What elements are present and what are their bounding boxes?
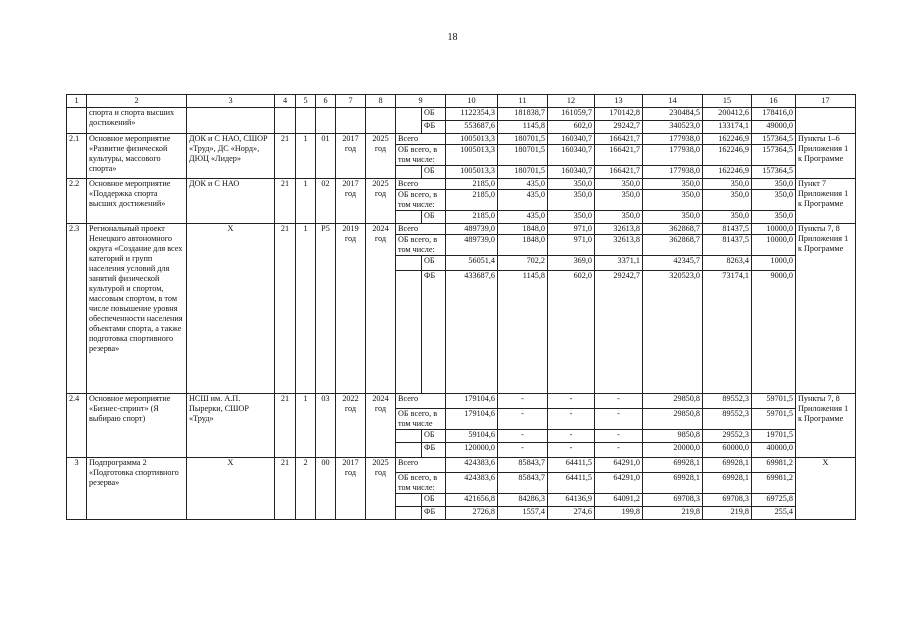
source-cell: ОБ — [422, 211, 446, 224]
value-cell: 157364,5 — [752, 166, 796, 179]
header-cell: 1 — [67, 95, 87, 108]
value-cell: 2185,0 — [446, 211, 498, 224]
value-cell: 553687,6 — [446, 121, 498, 134]
source-cell: ОБ всего, в том числе — [396, 409, 446, 430]
table-row — [67, 224, 856, 235]
value-cell: 177938,0 — [643, 166, 703, 179]
source-cell: Всего — [396, 224, 446, 235]
value-cell: 424383,6 — [446, 473, 498, 494]
value-cell: 160340,7 — [548, 145, 595, 166]
value-cell: - — [595, 409, 643, 430]
value-cell: 85843,7 — [498, 473, 548, 494]
code-cell: Р5 — [316, 224, 336, 394]
row-name: Региональный проект Ненецкого автономного округа «Создание для всех категорий и групп населения условий для занятий физической культурой и спортом, массовым спортом, в том числе повышение уровня обеспеченности населения объектами спорта, а также подготовка спортивного резерва» — [87, 224, 187, 394]
value-cell: - — [595, 443, 643, 458]
value-cell: 69725,8 — [752, 494, 796, 507]
source-cell: ОБ — [422, 166, 446, 179]
value-cell: 166421,7 — [595, 166, 643, 179]
value-cell: 350,0 — [643, 179, 703, 190]
value-cell: 230484,5 — [643, 108, 703, 121]
value-cell: 424383,6 — [446, 458, 498, 473]
code-cell: 03 — [316, 394, 336, 458]
value-cell: 2726,8 — [446, 507, 498, 520]
value-cell: 179104,6 — [446, 409, 498, 430]
value-cell: 162246,9 — [703, 145, 752, 166]
value-cell: 433687,6 — [446, 271, 498, 394]
value-cell: 350,0 — [703, 211, 752, 224]
code-cell: 01 — [316, 134, 336, 179]
value-cell: 84286,3 — [498, 494, 548, 507]
value-cell: 602,0 — [548, 271, 595, 394]
code-cell: 00 — [316, 458, 336, 520]
value-cell: 971,0 — [548, 235, 595, 256]
source-cell: Всего — [396, 394, 446, 409]
row-name: Подпрограмма 2 «Подготовка спортивного резерва» — [87, 458, 187, 520]
value-cell: 1122354,3 — [446, 108, 498, 121]
row-exec — [187, 108, 275, 134]
start-year: 2017 год — [336, 179, 366, 224]
value-cell: 489739,0 — [446, 235, 498, 256]
code-cell: 2 — [296, 458, 316, 520]
table-row — [67, 394, 856, 409]
value-cell: 161059,7 — [548, 108, 595, 121]
row-exec: Х — [187, 224, 275, 394]
value-cell: 219,8 — [703, 507, 752, 520]
value-cell: 435,0 — [498, 190, 548, 211]
row-exec: Х — [187, 458, 275, 520]
value-cell: 255,4 — [752, 507, 796, 520]
value-cell: 1005013,3 — [446, 145, 498, 166]
value-cell: 19701,5 — [752, 430, 796, 443]
value-cell: 32613,8 — [595, 235, 643, 256]
value-cell: 2185,0 — [446, 179, 498, 190]
code-cell: 21 — [275, 458, 296, 520]
value-cell: 81437,5 — [703, 235, 752, 256]
value-cell: 160340,7 — [548, 134, 595, 145]
header-cell: 6 — [316, 95, 336, 108]
table-row — [67, 179, 856, 190]
value-cell: - — [595, 430, 643, 443]
source-cell: ОБ — [422, 494, 446, 507]
value-cell: 350,0 — [548, 211, 595, 224]
value-cell: 69708,3 — [643, 494, 703, 507]
row-name: спорта и спорта высших достижений» — [87, 108, 187, 134]
value-cell: 702,2 — [498, 256, 548, 271]
source-cell: ОБ всего, в том числе: — [396, 190, 446, 211]
value-cell: 350,0 — [643, 211, 703, 224]
value-cell: 73174,1 — [703, 271, 752, 394]
value-cell: 1848,0 — [498, 235, 548, 256]
value-cell: 69928,1 — [643, 458, 703, 473]
note-cell: Х — [796, 458, 856, 520]
value-cell: 64291,0 — [595, 458, 643, 473]
source-cell: ОБ — [422, 108, 446, 121]
start-year: 2017 год — [336, 134, 366, 179]
value-cell: 181838,7 — [498, 108, 548, 121]
value-cell: - — [595, 394, 643, 409]
header-cell: 2 — [87, 95, 187, 108]
value-cell: 42345,7 — [643, 256, 703, 271]
row-id: 2.4 — [67, 394, 87, 458]
value-cell: 180701,5 — [498, 145, 548, 166]
header-cell: 14 — [643, 95, 703, 108]
value-cell: - — [498, 394, 548, 409]
row-id: 2.3 — [67, 224, 87, 394]
value-cell: 320523,0 — [643, 271, 703, 394]
value-cell: 1005013,3 — [446, 166, 498, 179]
value-cell: - — [548, 443, 595, 458]
value-cell: - — [548, 409, 595, 430]
value-cell: 350,0 — [703, 179, 752, 190]
value-cell: 59104,6 — [446, 430, 498, 443]
header-cell: 9 — [396, 95, 446, 108]
value-cell: 200412,6 — [703, 108, 752, 121]
value-cell: 1557,4 — [498, 507, 548, 520]
value-cell: 29850,8 — [643, 409, 703, 430]
value-cell: - — [548, 394, 595, 409]
note-cell: Пункт 7 Приложения 1 к Программе — [796, 179, 856, 224]
source-cell: Всего — [396, 458, 446, 473]
value-cell: 89552,3 — [703, 409, 752, 430]
header-cell: 12 — [548, 95, 595, 108]
value-cell: 350,0 — [595, 179, 643, 190]
value-cell: 60000,0 — [703, 443, 752, 458]
value-cell: 157364,5 — [752, 134, 796, 145]
value-cell: 69928,1 — [703, 458, 752, 473]
source-cell: ОБ всего, в том числе: — [396, 473, 446, 494]
value-cell: 32613,8 — [595, 224, 643, 235]
header-cell: 7 — [336, 95, 366, 108]
code-cell: 21 — [275, 224, 296, 394]
code-cell: 1 — [296, 179, 316, 224]
end-year: 2025 год — [366, 134, 396, 179]
value-cell: - — [498, 430, 548, 443]
table-row — [67, 458, 856, 473]
row-id: 2.1 — [67, 134, 87, 179]
value-cell: 2185,0 — [446, 190, 498, 211]
value-cell: 10000,0 — [752, 235, 796, 256]
row-id: 2.2 — [67, 179, 87, 224]
value-cell: 64291,0 — [595, 473, 643, 494]
value-cell: 64091,2 — [595, 494, 643, 507]
row-name: Основное мероприятие «Развитие физической культуры, массового спорта» — [87, 134, 187, 179]
value-cell: 421656,8 — [446, 494, 498, 507]
value-cell: 350,0 — [752, 190, 796, 211]
code-cell: 1 — [296, 394, 316, 458]
value-cell: 350,0 — [548, 190, 595, 211]
source-cell: ФБ — [422, 271, 446, 394]
value-cell: 362868,7 — [643, 235, 703, 256]
source-cell: Всего — [396, 179, 446, 190]
end-year: 2024 год — [366, 394, 396, 458]
value-cell: 369,0 — [548, 256, 595, 271]
value-cell: 435,0 — [498, 211, 548, 224]
value-cell: 29552,3 — [703, 430, 752, 443]
source-cell: ОБ всего, в том числе: — [396, 235, 446, 256]
budget-table — [66, 94, 856, 520]
value-cell: 64411,5 — [548, 458, 595, 473]
code-cell: 21 — [275, 134, 296, 179]
value-cell: 59701,5 — [752, 409, 796, 430]
value-cell: 177938,0 — [643, 134, 703, 145]
value-cell: 166421,7 — [595, 134, 643, 145]
value-cell: 1848,0 — [498, 224, 548, 235]
code-cell: 21 — [275, 394, 296, 458]
source-cell: ОБ всего, в том числе: — [396, 145, 446, 166]
header-cell: 8 — [366, 95, 396, 108]
value-cell: 350,0 — [643, 190, 703, 211]
value-cell: 9850,8 — [643, 430, 703, 443]
header-cell: 5 — [296, 95, 316, 108]
header-cell: 10 — [446, 95, 498, 108]
row-exec: НСШ им. А.П. Пырерки, СШОР «Труд» — [187, 394, 275, 458]
source-cell: Всего — [396, 134, 446, 145]
value-cell: 133174,1 — [703, 121, 752, 134]
value-cell: 69981,2 — [752, 473, 796, 494]
value-cell: 178416,0 — [752, 108, 796, 121]
value-cell: 69928,1 — [703, 473, 752, 494]
value-cell: 10000,0 — [752, 224, 796, 235]
table-row — [67, 108, 856, 121]
value-cell: 170142,8 — [595, 108, 643, 121]
value-cell: 1005013,3 — [446, 134, 498, 145]
value-cell: 180701,5 — [498, 166, 548, 179]
value-cell: 56051,4 — [446, 256, 498, 271]
value-cell: 971,0 — [548, 224, 595, 235]
header-cell: 3 — [187, 95, 275, 108]
header-cell: 4 — [275, 95, 296, 108]
value-cell: 162246,9 — [703, 134, 752, 145]
header-cell: 16 — [752, 95, 796, 108]
value-cell: 29242,7 — [595, 271, 643, 394]
value-cell: 199,8 — [595, 507, 643, 520]
header-cell: 17 — [796, 95, 856, 108]
value-cell: 120000,0 — [446, 443, 498, 458]
value-cell: 435,0 — [498, 179, 548, 190]
value-cell: 274,6 — [548, 507, 595, 520]
value-cell: 350,0 — [548, 179, 595, 190]
value-cell: 350,0 — [595, 211, 643, 224]
start-year: 2022 год — [336, 394, 366, 458]
value-cell: 350,0 — [752, 179, 796, 190]
value-cell: 49000,0 — [752, 121, 796, 134]
source-cell: ФБ — [422, 507, 446, 520]
row-id: 3 — [67, 458, 87, 520]
value-cell: 89552,3 — [703, 394, 752, 409]
source-cell: ОБ — [422, 430, 446, 443]
header-row — [67, 95, 856, 108]
value-cell: 160340,7 — [548, 166, 595, 179]
code-cell: 21 — [275, 179, 296, 224]
end-year: 2025 год — [366, 458, 396, 520]
header-cell: 15 — [703, 95, 752, 108]
value-cell: - — [498, 443, 548, 458]
value-cell: 219,8 — [643, 507, 703, 520]
value-cell: 1145,8 — [498, 271, 548, 394]
page-number: 18 — [447, 32, 458, 43]
value-cell: 1000,0 — [752, 256, 796, 271]
note-cell: Пункты 1–6 Приложения 1 к Программе — [796, 134, 856, 179]
code-cell: 02 — [316, 179, 336, 224]
value-cell: 166421,7 — [595, 145, 643, 166]
row-name: Основное мероприятие «Поддержка спорта высших достижений» — [87, 179, 187, 224]
value-cell: 20000,0 — [643, 443, 703, 458]
header-cell: 13 — [595, 95, 643, 108]
value-cell: - — [498, 409, 548, 430]
value-cell: 81437,5 — [703, 224, 752, 235]
source-cell: ОБ — [422, 256, 446, 271]
value-cell: 602,0 — [548, 121, 595, 134]
source-cell: ФБ — [422, 121, 446, 134]
value-cell: 8263,4 — [703, 256, 752, 271]
start-year: 2019 год — [336, 224, 366, 394]
value-cell: 362868,7 — [643, 224, 703, 235]
row-name: Основное мероприятие «Бизнес-спринт» (Я выбираю спорт) — [87, 394, 187, 458]
row-id — [67, 108, 87, 134]
code-cell: 1 — [296, 224, 316, 394]
value-cell: 69928,1 — [643, 473, 703, 494]
value-cell: 350,0 — [703, 190, 752, 211]
value-cell: 1145,8 — [498, 121, 548, 134]
value-cell: 3371,1 — [595, 256, 643, 271]
value-cell: 157364,5 — [752, 145, 796, 166]
value-cell: 69708,3 — [703, 494, 752, 507]
value-cell: 350,0 — [752, 211, 796, 224]
value-cell: 340523,0 — [643, 121, 703, 134]
code-cell: 1 — [296, 134, 316, 179]
end-year: 2025 год — [366, 179, 396, 224]
value-cell: - — [548, 430, 595, 443]
value-cell: 59701,5 — [752, 394, 796, 409]
header-cell: 11 — [498, 95, 548, 108]
value-cell: 350,0 — [595, 190, 643, 211]
value-cell: 177938,0 — [643, 145, 703, 166]
end-year: 2024 год — [366, 224, 396, 394]
note-cell: Пункты 7, 8 Приложения 1 к Программе — [796, 224, 856, 394]
value-cell: 179104,6 — [446, 394, 498, 409]
value-cell: 29242,7 — [595, 121, 643, 134]
value-cell: 40000,0 — [752, 443, 796, 458]
source-cell: ФБ — [422, 443, 446, 458]
row-exec: ДОК и С НАО, СШОР «Труд», ДС «Норд», ДЮЦ «Лидер» — [187, 134, 275, 179]
value-cell: 29850,8 — [643, 394, 703, 409]
value-cell: 64136,9 — [548, 494, 595, 507]
value-cell: 69981,2 — [752, 458, 796, 473]
note-cell: Пункты 7, 8 Приложения 1 к Программе — [796, 394, 856, 458]
start-year: 2017 год — [336, 458, 366, 520]
table-row — [67, 134, 856, 145]
value-cell: 162246,9 — [703, 166, 752, 179]
value-cell: 64411,5 — [548, 473, 595, 494]
value-cell: 489739,0 — [446, 224, 498, 235]
row-exec: ДОК и С НАО — [187, 179, 275, 224]
value-cell: 180701,5 — [498, 134, 548, 145]
value-cell: 85843,7 — [498, 458, 548, 473]
value-cell: 9000,0 — [752, 271, 796, 394]
